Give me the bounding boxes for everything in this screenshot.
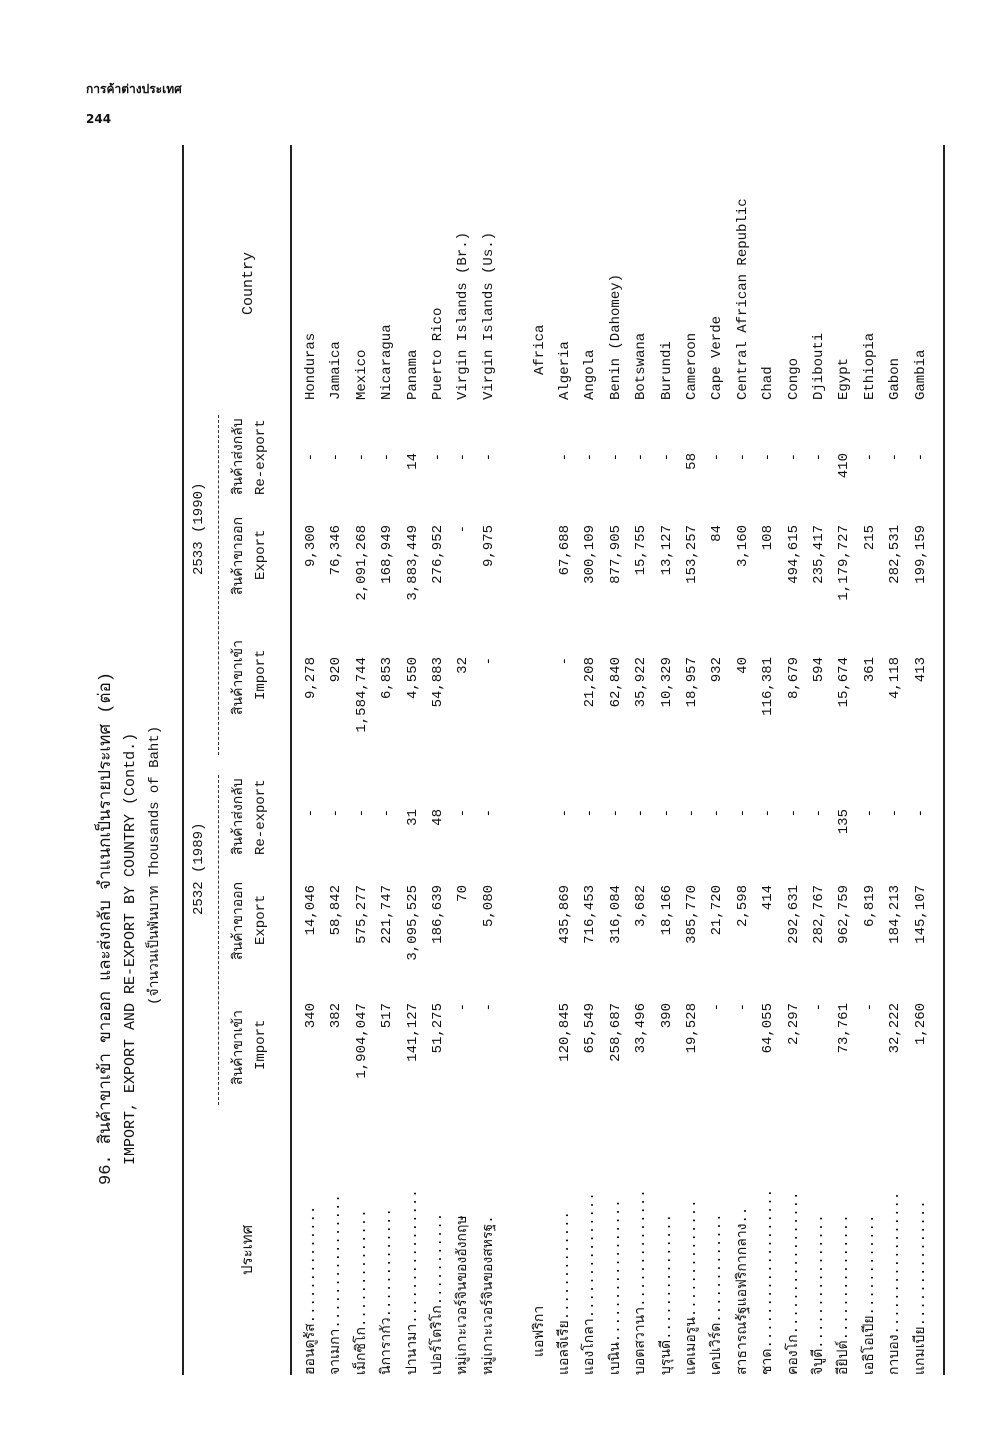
cell-exp89: 186,639 [430,885,446,944]
cell-imp90: 54,883 [430,657,446,708]
cell-imp89: 19,528 [684,1003,700,1054]
table-row [656,155,678,1375]
cell-imp90: 15,674 [836,657,853,708]
cell-rex89: - [861,809,878,818]
cell-imp89: - [709,1003,726,1012]
cell-exp90: 877,905 [607,525,624,584]
cell-exp89: 221,747 [379,885,396,944]
cell-imp89: 120,845 [557,1003,573,1062]
country-thai: ฮอนดูรัส.............. [303,1205,319,1375]
cell-exp89: 18,166 [658,885,675,936]
cell-imp90: 18,957 [684,657,700,708]
table-title-thai: 96. สินค้าขาเข้า ขาออก และส่งกลับ จำแนกเป็นรายประเทศ (ต่อ) [97,672,116,1185]
cell-exp90: 276,952 [430,525,446,584]
country-thai: หมู่เกาะเวอร์จินของอังกฤษ [455,1215,472,1375]
cell-exp90: 494,615 [785,525,802,584]
cell-imp89: 51,275 [430,1003,446,1054]
table-row [859,155,881,1375]
top-rule [182,145,184,1375]
table-row [681,155,703,1375]
sub-reexport-en-90: Re-export [253,419,269,495]
cell-rex89: - [709,809,726,818]
sub-import-en-89: Import [253,1019,269,1070]
cell-exp90: 3,883,449 [404,525,421,601]
header-rule [290,145,292,1375]
cell-rex90: - [887,453,904,462]
cell-rex89: - [912,809,929,818]
country-thai: บุรุนดี............... [658,1213,675,1375]
cell-rex89: - [607,809,624,818]
cell-rex89: - [353,809,370,818]
cell-rex90: - [861,453,878,462]
country-thai: แอฟริกา [531,1305,548,1357]
country-english: Central African Republic [734,198,751,400]
cell-exp89: 145,107 [912,885,929,944]
cell-rex89: - [633,809,650,818]
cell-imp89: - [480,1003,497,1012]
cell-rex90: - [480,453,497,462]
cell-exp90: 67,688 [557,525,573,576]
cell-rex90: - [455,453,472,462]
cell-exp90: 108 [760,525,777,551]
country-english: Gambia [912,349,929,400]
cell-imp89: 141,127 [404,1003,421,1062]
cell-rex90: - [430,453,446,462]
country-english: Cape Verde [709,315,726,400]
country-thai: แองโกลา............... [582,1192,599,1375]
table-row [325,155,347,1375]
cell-imp89: 64,055 [760,1003,777,1054]
cell-exp90: 235,417 [811,525,827,584]
cell-imp89: 2,297 [785,1003,802,1046]
country-english: Djibouti [811,332,827,400]
cell-rex90: - [760,453,777,462]
cell-rex90: 58 [684,453,700,470]
sub-export-en-89: Export [253,894,269,945]
table-row [452,155,474,1375]
cell-rex90: - [303,453,319,462]
cell-exp90: 199,159 [912,525,929,584]
country-thai: เอธิโอเปีย............ [861,1214,878,1375]
cell-rex89: - [811,809,827,818]
cell-imp89: 32,222 [887,1003,904,1054]
header-year-1990: 2533 (1990) [191,482,207,575]
cell-exp90: 1,179,727 [836,525,853,601]
table-unit: (จำนวนเป็นพันบาท Thousands of Baht) [147,725,163,1005]
cell-imp89: 73,761 [836,1003,853,1054]
country-thai: ชาด................... [760,1188,777,1375]
table-row [351,155,373,1375]
country-thai: เม็กซิโก.............. [353,1209,370,1375]
country-thai: จิบูตี................ [811,1214,827,1375]
cell-imp90: 361 [861,657,878,683]
cell-rex89: - [887,809,904,818]
sub-reexport-en-89: Re-export [253,779,269,855]
cell-imp90: 35,922 [633,657,650,708]
country-english: Burundi [658,341,675,400]
cell-rex89: - [684,809,700,818]
cell-rex89: - [303,809,319,818]
country-thai: ปานามา................ [404,1189,421,1375]
cell-rex90: - [353,453,370,462]
cell-rex89: - [379,809,396,818]
cell-exp89: 575,277 [353,885,370,944]
cell-imp90: 594 [811,657,827,683]
cell-exp89: 282,767 [811,885,827,944]
cell-imp89: 65,549 [582,1003,599,1054]
cell-rex90: - [785,453,802,462]
sub-import-th-89: สินค้าขาเข้า [231,1010,247,1085]
cell-imp90: 6,853 [379,657,396,700]
cell-exp89: 70 [455,885,472,902]
cell-rex89: - [455,809,472,818]
cell-imp89: 1,904,047 [353,1003,370,1079]
cell-imp89: 33,496 [633,1003,650,1054]
header-country-thai: ประเทศ [240,1224,257,1275]
table-row [402,155,424,1375]
cell-rex90: - [658,453,675,462]
cell-rex89: - [760,809,777,818]
cell-exp90: 13,127 [658,525,675,576]
cell-imp89: - [455,1003,472,1012]
country-thai: เปอร์โตริโก........... [430,1212,446,1375]
cell-imp89: 390 [658,1003,675,1029]
country-thai: สาธารณรัฐแอฟริกากลาง.. [734,1206,751,1375]
cell-imp89: - [861,1003,878,1012]
cell-rex89: - [480,809,497,818]
country-english: Africa [531,324,548,375]
cell-imp90: 4,550 [404,657,421,700]
country-english: Jamaica [328,341,345,400]
cell-rex90: - [379,453,396,462]
sub-export-en-90: Export [253,529,269,580]
cell-exp89: 5,080 [480,885,497,928]
cell-rex90: 14 [404,453,421,470]
sub-reexport-th-90: สินค้าส่งกลับ [231,418,247,495]
page-number: 244 [86,112,112,126]
cell-exp90: 215 [861,525,878,551]
cell-rex90: - [811,453,827,462]
year1-divider [218,775,219,1105]
country-english: Ethiopia [861,332,878,400]
country-thai: เบนิน................. [607,1199,624,1375]
cell-rex89: 48 [430,809,446,826]
cell-imp90: - [557,657,573,666]
sub-import-th-90: สินค้าขาเข้า [231,640,247,715]
cell-exp90: 2,091,268 [353,525,370,601]
country-english: Angola [582,349,599,400]
cell-exp90: 153,257 [684,525,700,584]
country-english: Gabon [887,357,904,400]
cell-rex89: - [658,809,675,818]
country-thai: กาบอง................. [887,1191,904,1375]
cell-rex90: - [328,453,345,462]
cell-exp89: 6,819 [861,885,878,928]
table-row [554,155,576,1375]
cell-rex89: - [557,809,573,818]
cell-rex90: - [633,453,650,462]
country-thai: แอลจีเรีย............. [557,1211,573,1375]
year2-divider [218,415,219,755]
table-row [503,155,525,1375]
cell-exp89: 3,095,525 [404,885,421,961]
cell-imp90: 9,278 [303,657,319,700]
table-row [910,155,932,1375]
table-row [783,155,805,1375]
country-thai: อียิปต์............... [836,1214,853,1375]
cell-exp90: 9,300 [303,525,319,568]
cell-rex90: - [709,453,726,462]
cell-exp89: 2,598 [734,885,751,928]
cell-imp90: 62,840 [607,657,624,708]
cell-exp89: 3,682 [633,885,650,928]
cell-rex89: 135 [836,809,853,835]
sub-reexport-th-89: สินค้าส่งกลับ [231,778,247,855]
header-year-1989: 2532 (1989) [191,822,207,915]
table-row [478,155,500,1375]
cell-rex90: - [582,453,599,462]
table-row [427,155,449,1375]
cell-exp89: 21,720 [709,885,726,936]
country-english: Algeria [557,341,573,400]
cell-exp89: 14,046 [303,885,319,936]
country-thai: แกมเบีย............... [912,1200,929,1375]
cell-exp89: 435,869 [557,885,573,944]
cell-imp89: 517 [379,1003,396,1029]
cell-imp89: 258,687 [607,1003,624,1062]
sub-import-en-90: Import [253,649,269,700]
country-thai: แคเมอรูน.............. [684,1199,700,1375]
sub-export-th-90: สินค้าขาออก [231,516,247,595]
cell-exp89: 184,213 [887,885,904,944]
cell-rex89: - [328,809,345,818]
country-english: Puerto Rico [430,307,446,400]
cell-exp90: 3,160 [734,525,751,568]
cell-exp89: 716,453 [582,885,599,944]
cell-exp90: 76,346 [328,525,345,576]
table-title-english: IMPORT, EXPORT AND RE-EXPORT BY COUNTRY (Contd.) [122,732,139,1165]
cell-imp90: 40 [734,657,751,674]
cell-imp90: 10,329 [658,657,675,708]
country-english: Nicaragua [379,324,396,400]
cell-imp90: 413 [912,657,929,683]
country-english: Chad [760,366,777,400]
cell-exp90: 300,109 [582,525,599,584]
country-english: Congo [785,357,802,400]
cell-rex90: 410 [836,453,853,479]
cell-imp90: 32 [455,657,472,674]
country-thai: จาเมกา................ [328,1194,345,1375]
cell-exp90: - [455,525,472,534]
table-row [884,155,906,1375]
country-thai: คองโก................. [785,1191,802,1375]
table-row [630,155,652,1375]
cell-exp90: 168,949 [379,525,396,584]
cell-rex89: - [582,809,599,818]
cell-exp89: 962,759 [836,885,853,944]
cell-imp90: 920 [328,657,345,683]
country-english: Egypt [836,357,853,400]
cell-imp90: 116,381 [760,657,777,716]
cell-exp89: 58,842 [328,885,345,936]
cell-rex90: - [734,453,751,462]
country-english: Cameroon [684,332,700,400]
cell-exp90: 15,755 [633,525,650,576]
country-english: Virgin Islands (Us.) [480,231,497,400]
cell-exp90: 282,531 [887,525,904,584]
cell-imp90: 21,208 [582,657,599,708]
cell-rex89: - [734,809,751,818]
cell-imp89: 1,260 [912,1003,929,1046]
country-thai: หมู่เกาะเวอร์จินของสหรฐ. [480,1215,497,1375]
cell-exp89: 316,084 [607,885,624,944]
table-row [376,155,398,1375]
cell-rex89: - [785,809,802,818]
rotated-table [90,155,970,1375]
table-row [706,155,728,1375]
cell-imp89: 340 [303,1003,319,1029]
cell-imp90: 1,584,744 [353,657,370,733]
cell-rex89: 31 [404,809,421,826]
cell-exp90: 9,975 [480,525,497,568]
cell-imp89: - [811,1003,827,1012]
country-english: Benin (Dahomey) [607,273,624,400]
cell-exp89: 414 [760,885,777,911]
table-row [833,155,855,1375]
country-english: Honduras [303,332,319,400]
bottom-rule [943,145,945,1375]
cell-rex90: - [912,453,929,462]
cell-imp90: 932 [709,657,726,683]
table-row [757,155,779,1375]
cell-imp89: - [734,1003,751,1012]
cell-imp90: 4,118 [887,657,904,700]
table-row [732,155,754,1375]
table-row [579,155,601,1375]
table-row [529,155,551,1375]
country-english: Mexico [353,349,370,400]
country-thai: นิการากัว............. [379,1208,396,1375]
cell-exp90: 84 [709,525,726,542]
country-english: Botswana [633,332,650,400]
running-title: การค้าต่างประเทศ [86,82,182,96]
cell-imp90: 8,679 [785,657,802,700]
country-thai: เคปเวิร์ด............. [709,1213,726,1375]
table-row [808,155,830,1375]
table-row [605,155,627,1375]
cell-exp89: 292,631 [785,885,802,944]
cell-rex90: - [557,453,573,462]
header-country-english: Country [240,251,257,315]
cell-imp89: 382 [328,1003,345,1029]
sub-export-th-89: สินค้าขาออก [231,881,247,960]
cell-exp89: 385,770 [684,885,700,944]
cell-rex90: - [607,453,624,462]
country-thai: บอตสวานา.............. [633,1189,650,1375]
cell-imp90: - [480,657,497,666]
country-english: Virgin Islands (Br.) [455,231,472,400]
table-row [300,155,322,1375]
country-english: Panama [404,349,421,400]
